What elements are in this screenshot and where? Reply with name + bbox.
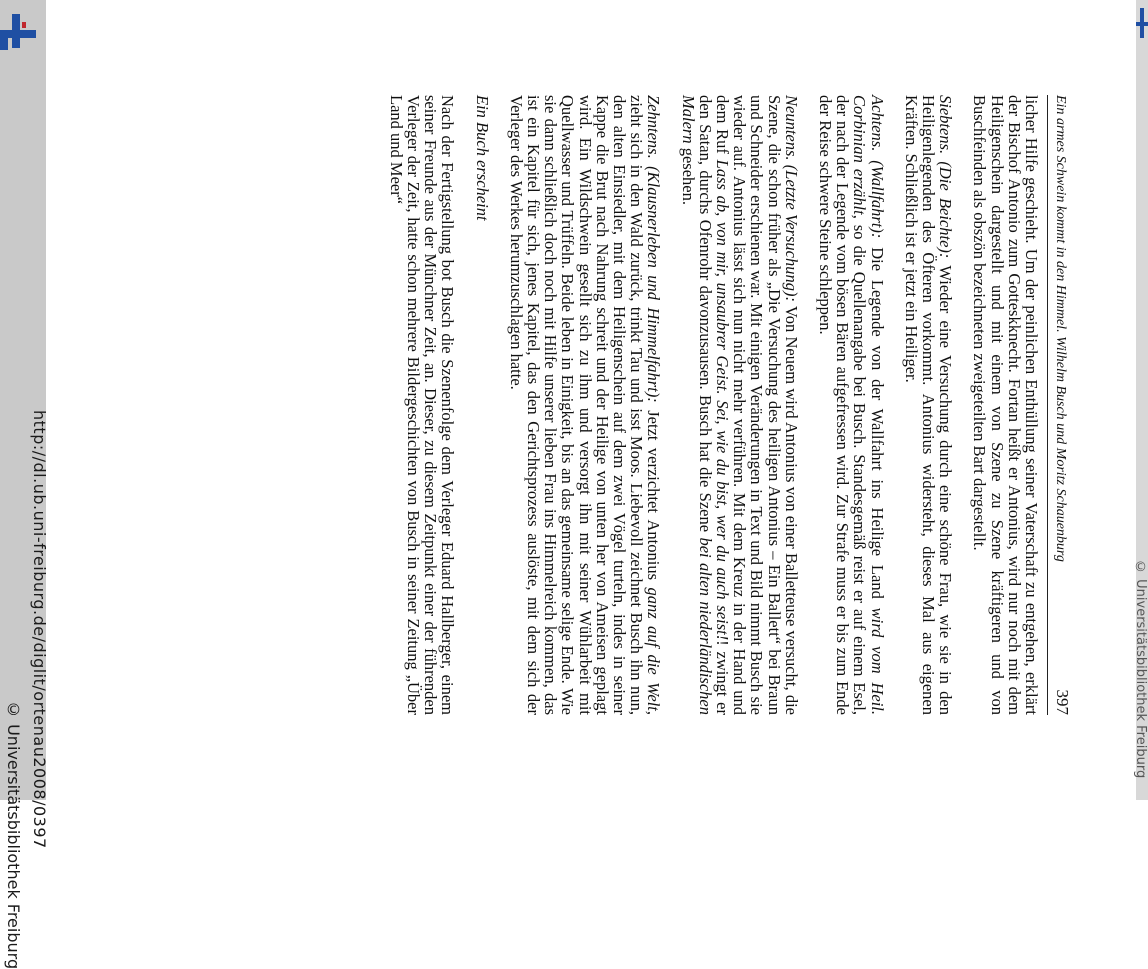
document-url[interactable]: http://dl.ub.uni-freiburg.de/diglit/ortenau2008/0397 bbox=[30, 410, 49, 849]
section-label: Neuntens. (Letzte Versuchung): bbox=[781, 95, 801, 302]
paragraph-text: ! zwingt er den Satan, durchs Ofenrohr davonzusausen. Busch hat die Szene bbox=[695, 95, 732, 715]
copyright-notice: © Universitätsbibliothek Freiburg bbox=[4, 700, 23, 969]
paragraph-text: zieht sich in den Wald zurück, trinkt Tau und isst Moos. Liebevoll zeichnet Busch ihn nun, den alten Einsiedler, mit dem Heiligenschein auf dem zwei Vögel turteln, indes in seiner Kappe die Brut nach Nahrung schreit und der Heilige von unten her von Ameisen geplagt wird. Ein Wildschwein gesellt sich zu ihm und versorgt ihn mit seiner Wühlarbeit mit Quellwasser und Trüffeln. Beide leben in Einigkeit, bis an das gemeinsame selige Ende. Wie sie dann schließlich doch noch mit Hilfe unserer lieben Frau ins Himmelreich kommen, das ist ein Kapitel für sich, jenes Kapitel, das den Gerichtsprozess auslöste, mit dem sich der Verleger des Werkes herumzuschlagen hatte. bbox=[506, 95, 647, 715]
italic-quote: Lass ab, von mir, unsaubrer Geist. Sei, wie du bist, wer du auch seist! bbox=[712, 159, 732, 641]
italic-quote: bei alten niederländischen Malern bbox=[678, 95, 715, 715]
page-number: 397 bbox=[1053, 689, 1072, 715]
paragraph-4 bbox=[679, 95, 799, 715]
viewer-left-strip bbox=[0, 0, 49, 969]
section-label: Achtens. (Wallfahrt): bbox=[867, 95, 887, 239]
page-header bbox=[1047, 95, 1070, 715]
right-logo-icon bbox=[1136, 8, 1148, 42]
viewer-right-strip bbox=[1133, 0, 1148, 800]
paragraph-1: licher Hilfe geschieht. Um der peinlichen Enthüllung seiner Vaterschaft zu entgehen, erklärt der Bischof Antonio zum Gotteskknecht. Fortan heißt er Antonius, wird nur noch mit dem Heiligenschein dargestellt und mit einem von Szene zu Szene kräftigeren und von Buschfeinden als obszön bezeichneten zweigeteilten Bart dargestellt. bbox=[970, 95, 1041, 715]
paragraph-text: Jetzt verzichtet Antonius bbox=[644, 402, 664, 588]
paragraph-5 bbox=[508, 95, 663, 715]
running-header: Ein armes Schwein kommt in den Himmel. Wilhelm Busch und Moritz Schauenburg bbox=[1053, 95, 1068, 562]
section-heading: Ein Buch erscheint bbox=[472, 95, 492, 221]
paragraph-3 bbox=[817, 95, 886, 715]
italic-quote: wird vom Heil. Corbinian erzählt, bbox=[850, 95, 887, 716]
right-copyright-notice: © Universitätsbibliothek Freiburg bbox=[1133, 560, 1148, 779]
paragraph-text: Von Neuem wird Antonius von einer Balletteuse versucht, die Szene, die schon früher als „Die Versuchung des heiligen Antonius – Ein Ballett“ bei Braun und Schneider erschienen war. Mit einigen Veränderungen in Text und Bild nimmt Busch sie wieder auf. Antonius lässt sich nun nicht mehr verführen. Mit dem Kreuz in der Hand und dem Ruf bbox=[712, 95, 801, 715]
paragraph-text: Wieder eine Versuchung durch eine schöne Frau, wie sie in den Heiligenlegenden des Öfteren vorkommt. Antonius widersteht, dieses Mal aus eigenen Kräften. Schließlich ist er jetzt ein Heiliger. bbox=[901, 95, 956, 715]
paragraph-text: so die Quellenangabe bei Busch. Standesgemäß reist er auf einem Esel, der nach der Legende vom bösen Bären aufgefressen wird. Zur Strafe muss er bis zum Ende der Reise schwere Steine schleppen. bbox=[815, 95, 870, 715]
section-label: Siebtens. (Die Beichte): bbox=[936, 95, 956, 259]
university-logo-icon[interactable] bbox=[0, 0, 46, 60]
italic-quote: ganz auf die Welt, bbox=[644, 587, 664, 716]
page-body bbox=[371, 95, 1041, 715]
paragraph-6: Nach der Fertigstellung bot Busch die Szenenfolge dem Verleger Eduard Hallberger, einem seiner Freunde aus der Münchner Zeit, an. Dieser, zu diesem Zeitpunkt einer der führenden Verleger der Zeit, hatte schon mehrere Bildergeschichten von Busch in seiner Zeitung „Über Land und Meer“ bbox=[386, 95, 458, 715]
paragraph-text: gesehen. bbox=[678, 143, 698, 205]
section-label: Zehntens. (Klausnerleben und Himmelfahrt): bbox=[644, 95, 664, 403]
paragraph-text: Die Legende von der Wallfahrt ins Heilige Land bbox=[867, 238, 887, 608]
paragraph-2 bbox=[903, 95, 955, 715]
scanned-page bbox=[280, 95, 1070, 715]
